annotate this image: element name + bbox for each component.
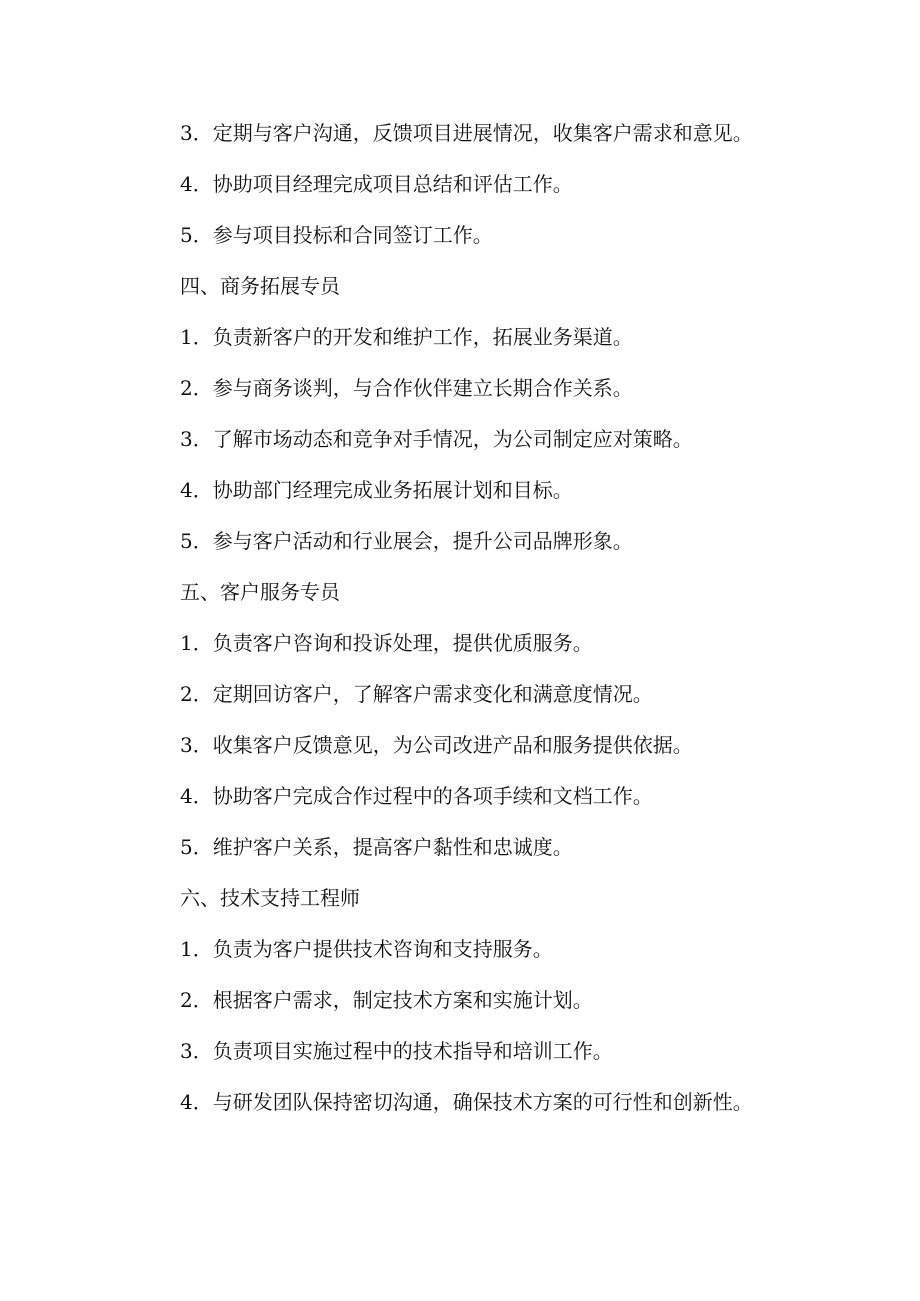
list-item: 4．协助项目经理完成项目总结和评估工作。 <box>180 172 573 196</box>
list-item: 2．定期回访客户，了解客户需求变化和满意度情况。 <box>180 682 653 706</box>
section-heading: 五、客户服务专员 <box>180 580 340 604</box>
list-item: 1．负责新客户的开发和维护工作，拓展业务渠道。 <box>180 325 633 349</box>
document-body <box>140 120 770 1140</box>
list-item: 4．协助客户完成合作过程中的各项手续和文档工作。 <box>180 784 653 808</box>
list-item: 3．负责项目实施过程中的技术指导和培训工作。 <box>180 1039 613 1063</box>
list-item: 2．参与商务谈判，与合作伙伴建立长期合作关系。 <box>180 376 633 400</box>
list-item: 3．定期与客户沟通，反馈项目进展情况，收集客户需求和意见。 <box>180 121 753 145</box>
section-heading: 六、技术支持工程师 <box>180 886 360 910</box>
list-item: 4．协助部门经理完成业务拓展计划和目标。 <box>180 478 573 502</box>
list-item: 5．参与客户活动和行业展会，提升公司品牌形象。 <box>180 529 633 553</box>
list-item: 2．根据客户需求，制定技术方案和实施计划。 <box>180 988 593 1012</box>
section-heading: 四、商务拓展专员 <box>180 274 340 298</box>
list-item: 4．与研发团队保持密切沟通，确保技术方案的可行性和创新性。 <box>180 1090 753 1114</box>
list-item: 5．参与项目投标和合同签订工作。 <box>180 223 493 247</box>
list-item: 3．了解市场动态和竞争对手情况，为公司制定应对策略。 <box>180 427 693 451</box>
list-item: 5．维护客户关系，提高客户黏性和忠诚度。 <box>180 835 573 859</box>
list-item: 1．负责为客户提供技术咨询和支持服务。 <box>180 937 553 961</box>
list-item: 1．负责客户咨询和投诉处理，提供优质服务。 <box>180 631 593 655</box>
list-item: 3．收集客户反馈意见，为公司改进产品和服务提供依据。 <box>180 733 693 757</box>
